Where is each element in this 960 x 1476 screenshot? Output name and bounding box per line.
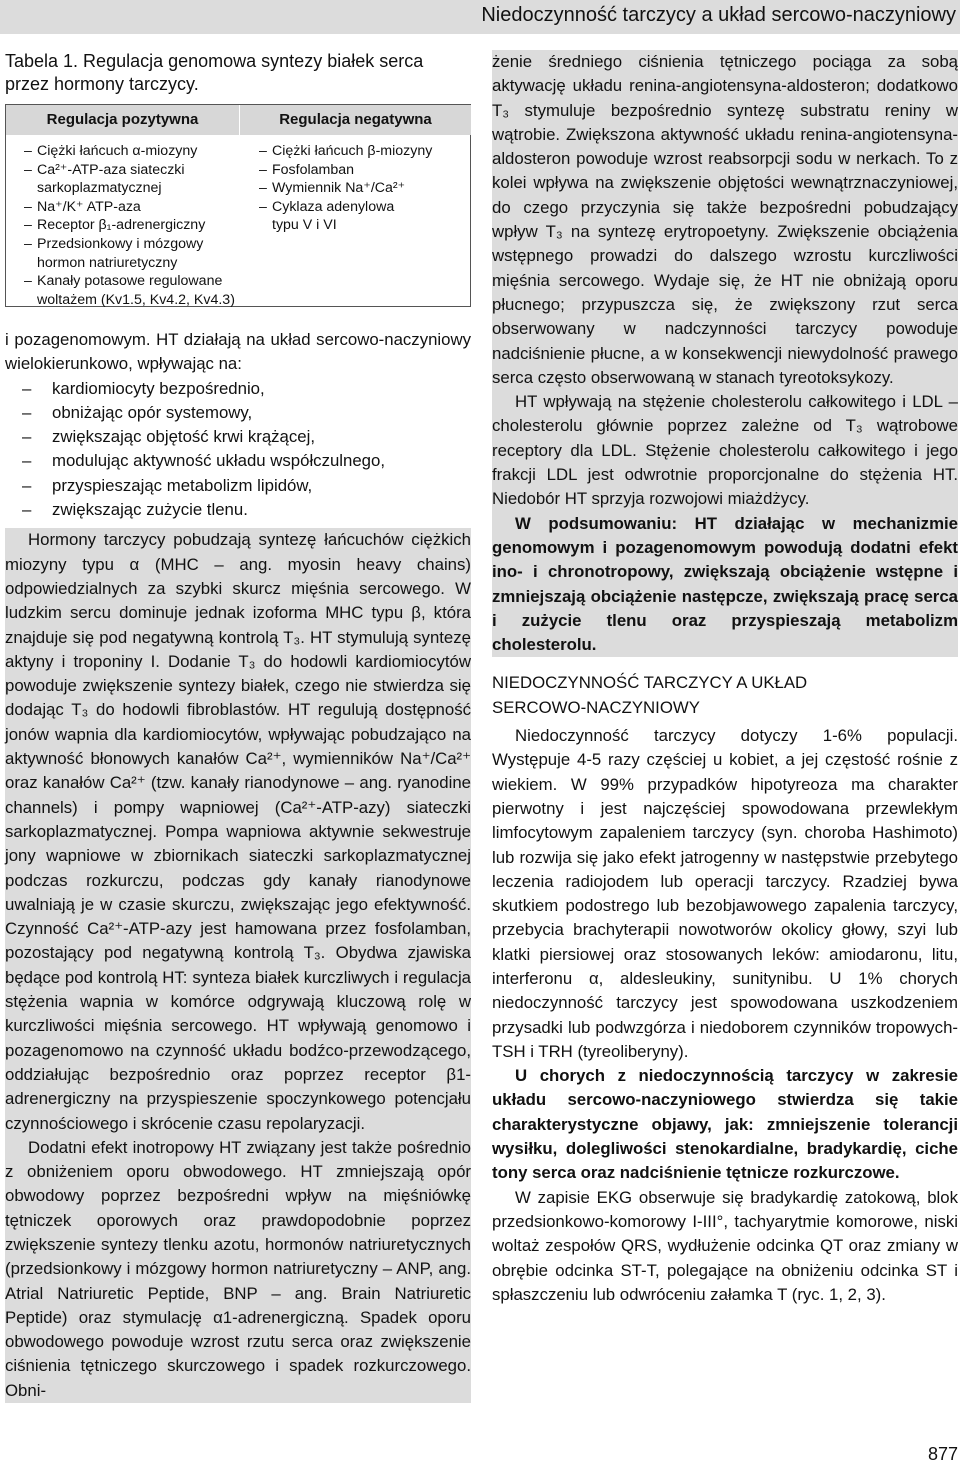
positive-item: – Ciężki łańcuch α-miozyny [24, 142, 237, 161]
section-heading: NIEDOCZYNNOŚĆ TARCZYCY A UKŁAD SERCOWO-NACZYNIOWY [492, 673, 808, 717]
negative-item: – Fosfolamban [259, 161, 464, 180]
body-paragraph: HT wpływają na stężenie cholesterolu całkowitego i LDL – cholesterolu głównie poprzez zależne od T₃ wątrobowe receptory dla LDL. Stężenie cholesterolu całkowitego i jego frakcji LDL jest odwrotnie proporcjonalne do stężenia HT. Niedobór HT sprzyja rozwojowi miażdżycy. [492, 392, 958, 509]
negative-item: – Cyklaza adenylowa typu V i VI [259, 198, 464, 235]
shaded-text-block [5, 528, 471, 1403]
ekg-paragraph: W zapisie EKG obserwuje się bradykardię zatokową, blok przedsionkowo-komorowy I-III°, tachyarytmie komorowe, niski woltaż zespołów QRS, wydłużenie odcinka QT oraz zmiany w obrębie odcinka ST-T, polegające na obniżeniu odcinka ST i spłaszczeniu lub odwróceniu załamka T (ryc. 1, 2, 3). [492, 1187, 958, 1304]
effects-list-item: – obniżając opór systemowy, [5, 401, 471, 425]
negative-regulation-list [259, 142, 464, 235]
intro-paragraph: i pozagenomowym. HT działają na układ sercowo-naczyniowy wielokierunkowo, wpływając na: [5, 330, 471, 374]
effects-list-item: – zwiększając zużycie tlenu. [5, 498, 471, 522]
running-header [0, 0, 960, 34]
effects-list [5, 377, 471, 523]
shaded-text-block-continued [492, 50, 958, 657]
positive-regulation-list [24, 142, 237, 309]
running-header-title: Niedoczynność tarczycy a układ sercowo-naczyniowy [481, 4, 956, 26]
body-paragraph: żenie średniego ciśnienia tętniczego pociąga za sobą aktywację układu renina-angiotensyna-aldosteron; dodatkowo T₃ stymuluje bezpośrednio syntezę substratu reniny w wątrobie. Zwiększona aktywność układu renina-angiotensyna-aldosteron powoduje wzrost reabsorpcji sodu w nerkach. To z kolei wpływa na zwiększenie objętości wewnątrznaczyniowej, do czego przyczynia się także bezpośredni pobudzający wpływ T₃ na syntezę erytropoetyny. Zwiększenie obciążenia wstępnego prowadzi do dalszego wzrostu kurczliwości mięśnia sercowego. Wydaje się, że HT nie obniżają oporu płucnego; przypuszcza się, że zwiększony rzut serca obserwowany w nadczynności tarczycy powoduje nadciśnienie płucne, a w konsekwencji niewydolność prawego serca często obserwowaną w stanach tyreotoksykozy. [492, 52, 958, 387]
left-column [5, 50, 471, 1403]
symptoms-paragraph: U chorych z niedoczynnością tarczycy w zakresie układu sercowo-naczyniowego stwierdza się takie charakterystyczne objawy, jak: zmniejszenie tolerancji wysiłku, dolegliwości stenokardialne, bradykardię, ciche tony serca oraz nadciśnienie tętnicze rozkurczowe. [492, 1066, 958, 1183]
body-paragraph: Dodatni efekt inotropowy HT związany jest także pośrednio z obniżeniem oporu obwodowego. HT zmniejszają opór obwodowy poprzez bezpośredni wpływ na mięśniówkę tętniczek oporowych oraz prawdopodobnie poprzez zwiększenie syntezy tlenku azotu, hormonów natriuretycznych (przedsionkowy i mózgowy hormon natriuretyczny – ANP, ang. Atrial Natriuretic Peptide, BNP – ang. Brain Natriuretic Peptide) oraz stymulację α1-adrenergiczną. Spadek oporu obwodowego powoduje wzrost rzutu serca oraz zwiększenie ciśnienia tętniczego skurczowego i spadek rozkurczowego. Obni- [5, 1137, 471, 1400]
effects-list-item: – kardiomiocyty bezpośrednio, [5, 377, 471, 401]
summary-paragraph: W podsumowaniu: HT działając w mechanizmie genomowym i pozagenomowym powodują dodatni efekt ino- i chronotropowy, zwiększają obciążenie wstępne i zmniejszają obciążenie następcze, zwiększają pracę serca i zużycie tlenu oraz przyspieszają metabolizm cholesterolu. [492, 513, 958, 655]
regulation-table [5, 104, 471, 307]
positive-item: – Kanały potasowe regulowane woltażem (Kv1.5, Kv4.2, Kv4.3) [24, 272, 237, 309]
effects-list-item: – przyspieszając metabolizm lipidów, [5, 474, 471, 498]
positive-item: – Na⁺/K⁺ ATP-aza [24, 198, 237, 217]
body-paragraph: Niedoczynność tarczycy dotyczy 1-6% populacji. Występuje 4-5 razy częściej u kobiet, a jej częstość rośnie z wiekiem. W 99% przypadków hipotyreoza ma charakter pierwotny i jest najczęściej spowodowana przewlekłym limfocytowym zapaleniem tarczycy (syn. choroba Hashimoto) lub rozwija się jako efekt jatrogenny w następstwie przebytego leczenia radiojodem lub operacji tarczycy. Rzadziej bywa skutkiem podostrego lub bezobjawowego zapalenia tarczycy, przebycia brachyterapii nowotworów okolicy głowy, szyi lub klatki piersiowej oraz stosowanych leków: amiodaronu, litu, interferonu α, aldesleukiny, sunitynibu. U 1% chorych niedoczynność tarczycy jest spowodowana uszkodzeniem przysadki lub podwzgórza i niedoborem czynników tropowych- TSH i TRH (tyreoliberyny). [492, 726, 958, 1061]
negative-item: – Wymiennik Na⁺/Ca²⁺ [259, 179, 464, 198]
positive-item: – Receptor β₁-adrenergiczny [24, 216, 237, 235]
table-header-negative: Regulacja negatywna [239, 105, 471, 135]
positive-item: – Ca²⁺-ATP-aza siateczki sarkoplazmatycznej [24, 161, 237, 198]
effects-list-item: – modulując aktywność układu współczulnego, [5, 449, 471, 473]
body-paragraph: Hormony tarczycy pobudzają syntezę łańcuchów ciężkich miozyny typu α (MHC – ang. myosin heavy chains) odpowiedzialnych za szybki skurcz mięśnia sercowego. W ludzkim sercu dominuje jednak izoforma MHC typu β, która znajduje się pod negatywną kontrolą T₃. HT stymulują syntezę aktyny i troponiny I. Dodanie T₃ do hodowli kardiomiocytów powoduje zwiększenie syntezy białek, czego nie stwierdza się dodając T₃ do hodowli fibroblastów. HT regulują dostępność jonów wapnia dla kardiomiocytów, wpływając pobudzająco na aktywność błonowych kanałów Ca²⁺, wymienników Na⁺/Ca²⁺ oraz kanałów Ca²⁺ (tzw. kanały rianodynowe – ang. ryanodine channels) i pompy wapniowej (Ca²⁺-ATP-azy) siateczki sarkoplazmatycznej. Pompa wapniowa aktywnie sekwestruje jony wapniowe w zbiornikach siateczki sarkoplazmatycznej podczas rozkurczu, podczas gdy kanały rianodynowe uwalniają je w czasie skurczu, zwiększając jego efektywność. Czynność Ca²⁺-ATP-azy jest hamowana przez fosfolamban, pozostający pod negatywną kontrolą T₃. Obydwa zjawiska będące pod kontrolą HT: synteza białek kurczliwych i regulacja stężenia wapnia w komórce odgrywają kluczową rolę w kurczliwości mięśnia sercowego. HT wpływają genomowo i pozagenomowo na czynność układu bodźco-przewodzącego, oddziałując bezpośrednio oraz poprzez receptor β1-adrenergiczny na przyspieszenie spoczynkowego potencjału czynnościowego i skrócenie czasu repolaryzacji. [5, 530, 471, 1133]
table-header-positive: Regulacja pozytywna [6, 105, 239, 135]
right-column [492, 50, 958, 1307]
negative-item: – Ciężki łańcuch β-miozyny [259, 142, 464, 161]
effects-list-item: – zwiększając objętość krwi krążącej, [5, 425, 471, 449]
table-caption: Tabela 1. Regulacja genomowa syntezy białek serca przez hormony tarczycy. [5, 51, 424, 94]
positive-item: – Przedsionkowy i mózgowy hormon natriuretyczny [24, 235, 237, 272]
page-number: 877 [927, 1444, 958, 1464]
